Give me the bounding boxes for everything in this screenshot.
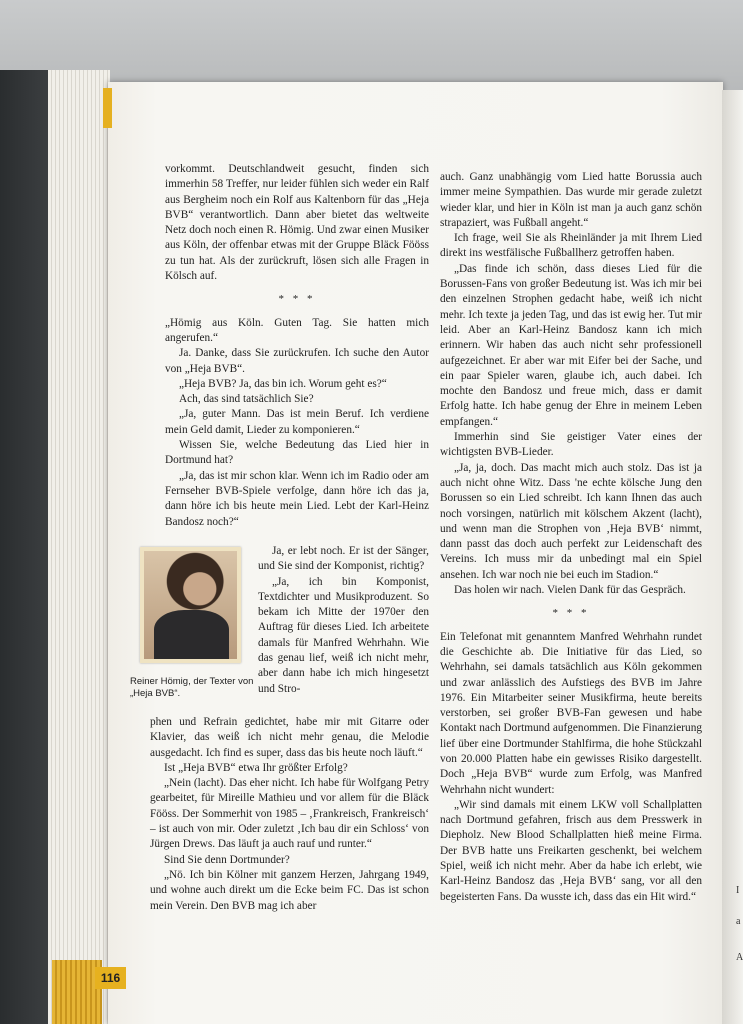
right-column <box>440 170 702 905</box>
paragraph: Wissen Sie, welche Bedeutung das Lied hier in Dortmund hat? <box>165 439 429 467</box>
paragraph: „Ja, ich bin Komponist, Textdichter und Musikproduzent. So bekam ich Mitte der 1970er den Auftrag für dieses Lied. Ich arbeitete damals für Manfred Wehrhahn. Wie das genau lief, weiß ich nicht mehr, aber dann habe ich mich hingesetzt und Stro- <box>258 575 429 695</box>
next-page-edge <box>722 90 743 1024</box>
section-divider: * * * <box>278 293 316 306</box>
next-page-fragment: I <box>736 885 740 896</box>
paragraph: „Das finde ich schön, dass dieses Lied für die Borussen-Fans von großer Bedeutung ist. Was ich mir bei den einzelnen Strophen gedacht habe, weiß ich nicht mehr. Ich texte ja jeden Tag, und das ist ewig her. Tut mir leid. Aber an Karl-Heinz Bandosz kann ich mich erinnern. Wir haben das auch nicht sehr professionell aufgezeichnet. Er aber war mit Eifer bei der Sache, und ein paar Spieler waren, glaube ich, auch dabei. Ich mochte den Bandosz und freue mich, dass er damit Erfolg hatte. Ich habe genug der Ehre in meinem Leben empfangen.“ <box>440 262 702 428</box>
paragraph: „Ja, das ist mir schon klar. Wenn ich im Radio oder am Fernseher BVB-Spiele verfolge, dann höre ich das ja, dann höre ich bis heute mein Lied. Lebt der Karl-Heinz Bandosz noch?“ <box>165 469 429 528</box>
paragraph: auch. Ganz unabhängig vom Lied hatte Borussia auch immer meine Sympathien. Das wurde mir gerade zuletzt wieder klar, und hier in Köln ist man ja auch ganz schön strapaziert, was Fußball angeht.“ <box>440 171 702 229</box>
left-column-beside-photo <box>258 544 429 697</box>
paragraph: „Ja, guter Mann. Das ist mein Beruf. Ich verdiene mein Geld damit, Lieder zu komponieren.“ <box>165 408 429 436</box>
section-divider: * * * <box>552 607 590 620</box>
paragraph: Immerhin sind Sie geistiger Vater eines der wichtigsten BVB-Lieder. <box>440 431 702 459</box>
next-page-fragment: A <box>736 952 743 963</box>
paragraph: „Ja, ja, doch. Das macht mich auch stolz. Das ist ja auch nicht ohne Witz. Dass 'ne echte kölsche Jung den Borussen so ein Lied schreibt. Ich kann Ihnen das auch noch vorsingen, natürlich mit kölschem Akzent (lacht), und wenn man die Strophen von ‚Heja BVB‘ nimmt, dann passt das doch auch perfekt zur Leidenschaft des Vereins. Ich muss mir da unbedingt mal ein Spiel ansehen. Ich war noch nie bei euch im Stadion.“ <box>440 461 702 581</box>
paragraph: Ach, das sind tatsächlich Sie? <box>179 393 314 406</box>
paragraph: „Nö. Ich bin Kölner mit ganzem Herzen, Jahrgang 1949, und wohne auch direkt um die Ecke beim FC. Das ist schon mein Verein. Den BVB mag ich aber <box>150 868 429 912</box>
background-top <box>0 0 743 90</box>
background-left <box>0 70 50 1024</box>
paragraph: phen und Refrain gedichtet, habe mir mit Gitarre oder Klavier, das weiß ich nicht mehr genau, die Melodie ausgedacht. Ich find es super, dass das bis heute noch läuft.“ <box>150 716 429 759</box>
paragraph: Sind Sie denn Dortmunder? <box>164 853 290 866</box>
paragraph: Ja, er lebt noch. Er ist der Sänger, und Sie sind der Komponist, richtig? <box>258 545 429 573</box>
paragraph: Ich frage, weil Sie als Rheinländer ja mit Ihrem Lied direkt ins westfälische Fußballherz getroffen haben. <box>440 232 702 260</box>
paragraph: „Wir sind damals mit einem LKW voll Schallplatten nach Dortmund gefahren, frisch aus dem Presswerk in Diepholz. New Blood Schallplatten hieß meine Firma. Der BVB hatte uns Freikarten geschenkt, bei welchem Spiel, weiß ich nicht mehr. Aber da habe ich erlebt, wie Karl-Heinz Bandosz das ‚Heja BVB‘ sang, vor all den begeisterten Fans. Da wusste ich, dass das ein Hit wird.“ <box>440 798 702 903</box>
book-page-edges <box>48 70 110 1024</box>
photo-caption: Reiner Hömig, der Texter von „Heja BVB“. <box>130 676 254 699</box>
paragraph: „Nein (lacht). Das eher nicht. Ich habe für Wolfgang Petry gearbeitet, für Mireille Mathieu und vor allem für die Bläck Fööss. Der Sommerhit von 1985 – ‚Frankreisch, Frankreisch‘ – ist auch von mir. Oder zuletzt ‚Ich bau dir ein Schloss‘ von Jürgen Drews. Das läuft ja auch rauf und runter.“ <box>150 777 429 851</box>
paragraph: Ist „Heja BVB“ etwa Ihr größter Erfolg? <box>164 761 348 774</box>
left-column-bottom <box>150 715 429 914</box>
paragraph: Ein Telefonat mit genanntem Manfred Wehrhahn rundet die Geschichte ab. Die Initiative für das Lied, so Wehrhahn, sei damals tatsächlich aus Köln gekommen und zwar anlässlich des Aufstiegs des BVB im Jahre 1976. Ein Mitarbeiter seiner Musikfirma, heute bereits verstorben, sei großer BVB-Fan gewesen und habe Kontakt nach Dortmund aufgenommen. Die Finanzierung lief über eine Dortmunder Stahlfirma, die hohe Stückzahl von 20.000 Platten habe ein gewisses Risiko dargestellt. Doch „Heja BVB“ wurde zum Erfolg, was Manfred Wehrhahn nicht wundert: <box>440 630 702 796</box>
page-number: 116 <box>95 967 126 989</box>
left-column-top <box>165 162 429 530</box>
gold-bookmark-strip <box>103 88 112 128</box>
paragraph: vorkommt. Deutschlandweit gesucht, finden sich immerhin 58 Treffer, nur leider fühlen sich weder ein Ralf aus Bergheim noch ein Rolf aus Kaltenborn für das „Heja BVB“ verantwortlich. Dann aber bietet das weltweite Netz doch noch einen R. Hömig. Und zwar einen Musiker aus Köln, der offenbar etwas mit der Gruppe Bläck Fööss zu tun hat. Als der zurückruft, lösen sich alle Fragen in Kölsch auf. <box>165 163 429 283</box>
paragraph: Das holen wir nach. Vielen Dank für das Gespräch. <box>454 584 686 597</box>
paragraph: „Hömig aus Köln. Guten Tag. Sie hatten mich angerufen.“ <box>165 316 429 344</box>
portrait-jacket <box>154 610 229 659</box>
portrait-image <box>144 551 237 659</box>
next-page-fragment: a <box>736 916 741 927</box>
paragraph: „Heja BVB? Ja, das bin ich. Worum geht es?“ <box>179 377 387 390</box>
author-photo <box>140 547 241 663</box>
paragraph: Ja. Danke, dass Sie zurückrufen. Ich suche den Autor von „Heja BVB“. <box>165 347 429 375</box>
